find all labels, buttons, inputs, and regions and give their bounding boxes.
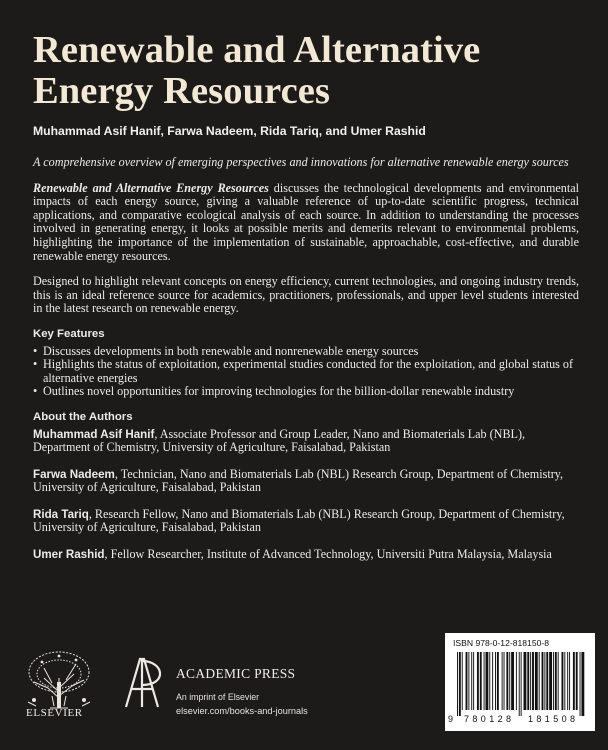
elsevier-wordmark: ELSEVIER xyxy=(26,707,83,719)
barcode-bar xyxy=(466,652,468,710)
academic-press-name: ACADEMIC PRESS xyxy=(176,666,296,681)
key-features-heading: Key Features xyxy=(33,327,105,340)
barcode-bar xyxy=(558,652,559,710)
author-description: , Associate Professor and Group Leader, Nano and Biomaterials Lab (NBL), Department of Chemistry, University of Agriculture, Faisalabad, Pakistan xyxy=(33,426,526,455)
barcode-bar xyxy=(544,652,545,710)
about-authors-heading: About the Authors xyxy=(33,410,133,423)
barcode-bar xyxy=(480,652,482,710)
barcode-bar xyxy=(580,652,581,716)
publisher-url: elsevier.com/books-and-journals xyxy=(176,706,308,716)
barcode-bar xyxy=(553,652,554,710)
author-bio xyxy=(33,468,579,495)
barcode-bar xyxy=(489,652,490,710)
tagline: A comprehensive overview of emerging perspectives and innovations for alternative renewable energy sources xyxy=(33,155,569,169)
barcode-bar xyxy=(473,652,474,710)
barcode-bar xyxy=(471,652,472,710)
author-description: , Fellow Researcher, Institute of Advanced Technology, Universiti Putra Malaysia, Malaysia xyxy=(104,547,552,562)
isbn-number: ISBN 978-0-12-818150-8 xyxy=(453,638,550,648)
barcode-bar xyxy=(555,652,557,710)
barcode-bar xyxy=(511,652,514,710)
author-description: , Technician, Nano and Biomaterials Lab (NBL) Research Group, Department of Chemistry, University of Agriculture, Faisalabad, Pakistan xyxy=(33,466,564,495)
barcode-bar xyxy=(502,652,503,710)
description-body: discusses the technological developments and environmental impacts of each energy source, giving a valuable reference of up-to-date scientific progress, technical applications, and comparative ecological analysis of each source. In addition to understanding the processes involved in generating energy, it looks at possible merits and demerits relevant to environmental problems, highlighting the importance of the implementation of sustainable, approachable, cost-effective, and durable renewable energy resources. xyxy=(33,180,579,263)
barcode-bar xyxy=(519,652,520,716)
list-item: • Highlights the status of exploitation, experimental studies conducted for the exploitation, and global status of alternative energies xyxy=(33,358,579,385)
author-name: Umer Rashid xyxy=(33,548,105,562)
barcode-bar xyxy=(564,652,565,710)
author-name: Farwa Nadeem xyxy=(33,467,115,481)
barcode-bar xyxy=(576,652,578,710)
barcode-bar xyxy=(532,652,534,710)
author-bio xyxy=(33,428,579,455)
barcode-bar xyxy=(477,652,479,710)
barcode-bar xyxy=(535,652,538,710)
barcode-bar xyxy=(457,652,458,716)
barcode-bar xyxy=(581,652,584,716)
barcode-digit-lead: 9 xyxy=(448,714,454,724)
barcode-bar xyxy=(506,652,508,710)
imprint-tagline: An imprint of Elsevier xyxy=(176,692,260,702)
barcode-bar xyxy=(484,652,485,710)
book-title-line-2: Energy Resources xyxy=(33,70,331,112)
author-bio xyxy=(33,548,579,562)
barcode-bar xyxy=(530,652,531,710)
description-title: Renewable and Alternative Energy Resources xyxy=(33,180,269,195)
barcode-digit-group-1: 780128 xyxy=(464,714,515,724)
audience-paragraph: Designed to highlight relevant concepts on energy efficiency, current technologies, and ongoing industry trends, this is an ideal reference source for academics, practitioners, professionals, and upper level students interested in the latest research on renewable energy. xyxy=(33,274,579,316)
barcode-bar xyxy=(504,652,505,710)
barcode-bar xyxy=(509,652,510,710)
author-name: Muhammad Asif Hanif xyxy=(33,427,155,441)
barcode-bar xyxy=(524,652,527,710)
list-item: • Outlines novel opportunities for improving technologies for the billion-dollar renewable industry xyxy=(33,385,579,399)
author-description: , Research Fellow, Nano and Biomaterials Lab (NBL) Research Group, Department of Chemistry, University of Agriculture, Faisalabad, Pakistan xyxy=(33,506,565,535)
back-cover-text xyxy=(33,156,579,575)
barcode-bar xyxy=(539,652,540,710)
barcode-bar xyxy=(549,652,552,710)
list-item: • Discusses developments in both renewable and nonrenewable energy sources xyxy=(33,345,579,359)
academic-press-logo-icon xyxy=(120,655,170,711)
barcode-bar xyxy=(486,652,489,710)
barcode-bar xyxy=(462,652,463,710)
barcode-bar xyxy=(468,652,469,710)
isbn-barcode xyxy=(445,633,595,731)
barcode-bar xyxy=(521,652,522,716)
barcode-bar xyxy=(542,652,544,710)
barcode-digit-group-2: 181508 xyxy=(528,714,579,724)
book-title xyxy=(33,30,593,112)
barcode-bar xyxy=(569,652,570,710)
author-name: Rida Tariq xyxy=(33,507,89,521)
barcode-bar xyxy=(495,652,496,710)
author-bio xyxy=(33,508,579,535)
key-features-list xyxy=(33,345,579,399)
barcode-bar xyxy=(497,652,499,710)
barcode-bar xyxy=(459,652,461,716)
barcode-bar xyxy=(492,652,493,710)
barcode-bars xyxy=(455,652,587,718)
barcode-bar xyxy=(562,652,564,710)
author-list: Muhammad Asif Hanif, Farwa Nadeem, Rida Tariq, and Umer Rashid xyxy=(33,124,426,138)
barcode-bar xyxy=(527,652,529,710)
barcode-bar xyxy=(516,652,517,710)
book-title-line-1: Renewable and Alternative xyxy=(33,29,481,71)
description-paragraph xyxy=(33,182,579,264)
barcode-bar xyxy=(567,652,568,710)
barcode-bar xyxy=(546,652,548,710)
barcode-bar xyxy=(573,652,575,710)
